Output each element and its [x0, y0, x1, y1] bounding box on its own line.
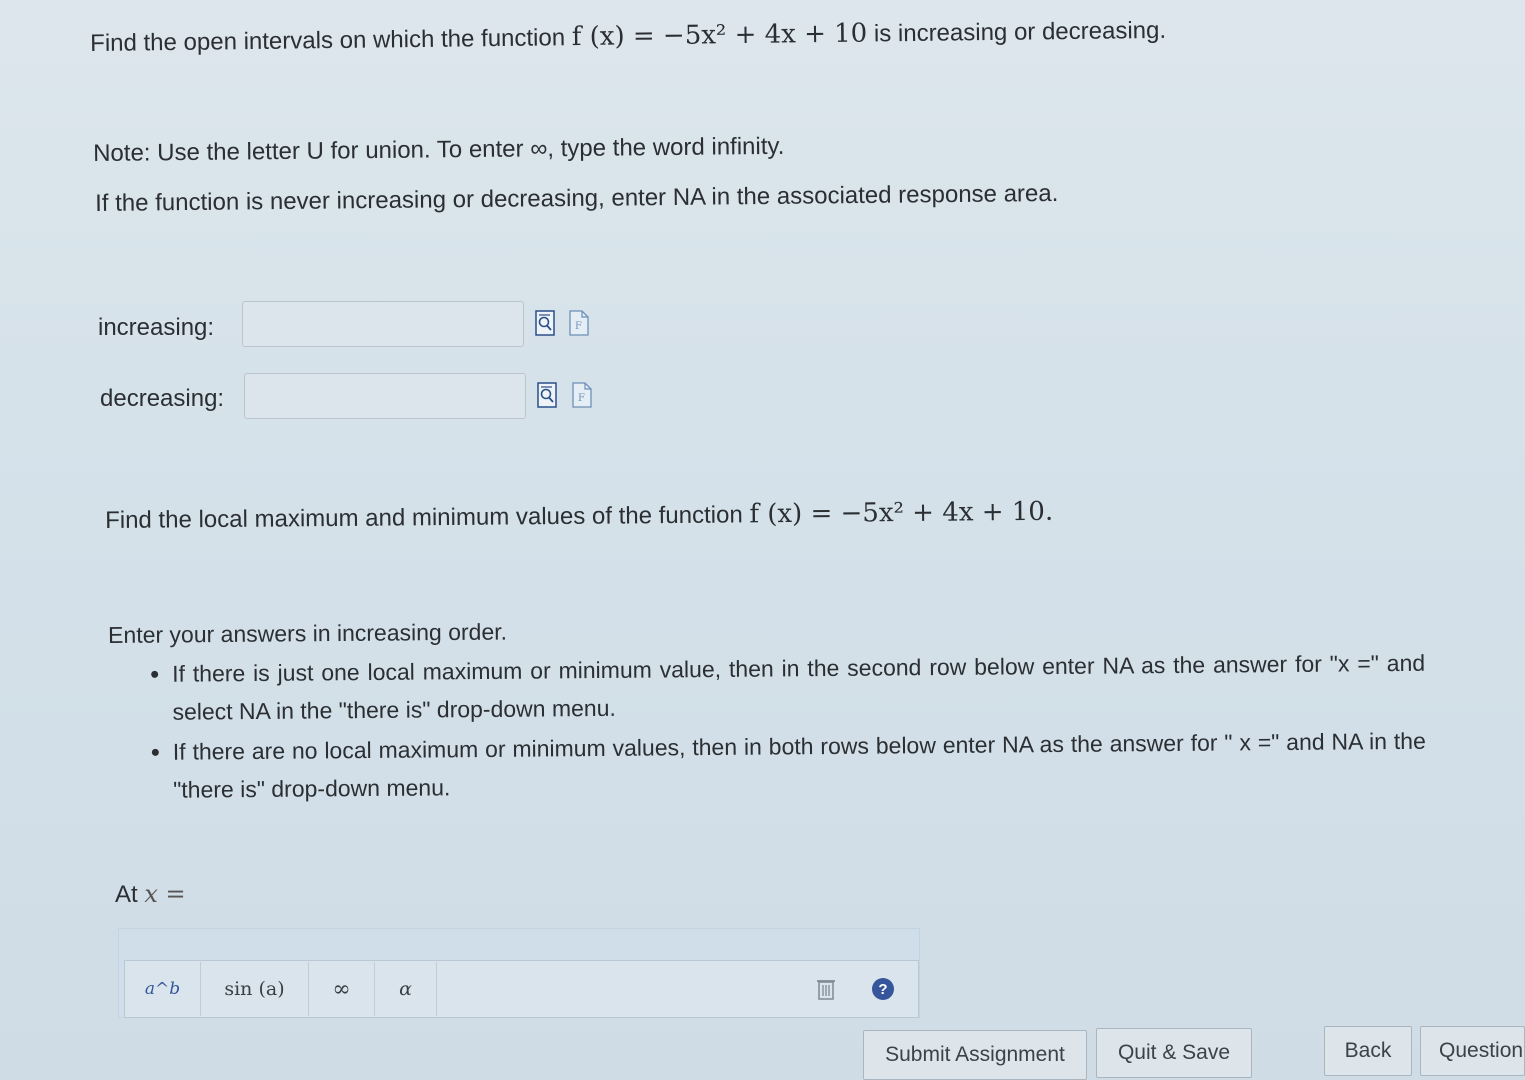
decreasing-input[interactable]	[244, 373, 526, 419]
trash-icon	[816, 977, 836, 1001]
math-toolbar	[124, 960, 919, 1018]
quit-save-button[interactable]: Quit & Save	[1096, 1028, 1252, 1078]
document-icon[interactable]	[569, 310, 589, 336]
at-label: At	[115, 881, 138, 908]
question-2-text	[105, 497, 1053, 535]
document-icon[interactable]	[572, 382, 592, 408]
at-x-label	[115, 880, 186, 909]
instruction-bullet-2: • If there are no local maximum or minimum values, then in both rows below enter NA as the answer for " x =" and NA in the "there is" drop-down menu.	[173, 722, 1427, 809]
question-1-equation: f (x) = −5x² + 4x + 10	[571, 18, 868, 53]
note-na: If the function is never increasing or decreasing, enter NA in the associated response area.	[95, 179, 1059, 217]
decreasing-label: decreasing:	[100, 385, 225, 412]
note-union: Note: Use the letter U for union. To enter ∞, type the word infinity.	[93, 132, 785, 167]
svg-text:F: F	[575, 321, 582, 332]
svg-text:F: F	[578, 393, 585, 404]
help-icon	[871, 977, 895, 1001]
question-1-text	[90, 15, 1166, 58]
question-1-suffix: is increasing or decreasing.	[873, 16, 1167, 48]
superscript-button[interactable]	[125, 962, 201, 1016]
infinity-icon: ∞	[332, 976, 351, 1002]
question-button[interactable]: Question	[1420, 1026, 1525, 1076]
sin-label: sin (a)	[224, 978, 285, 1000]
question-2-prefix: Find the local maximum and minimum values of the function	[105, 501, 743, 534]
increasing-input[interactable]	[242, 301, 524, 347]
alpha-button[interactable]	[375, 962, 437, 1016]
sin-button[interactable]	[201, 962, 309, 1016]
back-button[interactable]: Back	[1324, 1026, 1412, 1076]
question-2-equation: f (x) = −5x² + 4x + 10.	[749, 496, 1054, 530]
alpha-icon: α	[399, 978, 412, 1000]
instructions-list	[140, 644, 1426, 811]
preview-icon[interactable]	[537, 382, 557, 408]
delete-button[interactable]	[804, 962, 848, 1016]
submit-assignment-button[interactable]: Submit Assignment	[863, 1030, 1087, 1080]
infinity-button[interactable]	[309, 962, 375, 1016]
help-button[interactable]	[848, 962, 918, 1016]
instructions-order: Enter your answers in increasing order.	[108, 618, 508, 648]
x-equals: x =	[144, 880, 186, 908]
superscript-icon: a^b	[144, 979, 181, 999]
preview-icon[interactable]	[535, 310, 555, 336]
question-1-prefix: Find the open intervals on which the function	[90, 24, 566, 57]
svg-text:?: ?	[878, 981, 888, 998]
increasing-label: increasing:	[98, 314, 215, 341]
instruction-bullet-1: • If there is just one local maximum or minimum value, then in the second row below enter NA as the answer for "x =" and select NA in the "there is" drop-down menu.	[172, 644, 1426, 731]
